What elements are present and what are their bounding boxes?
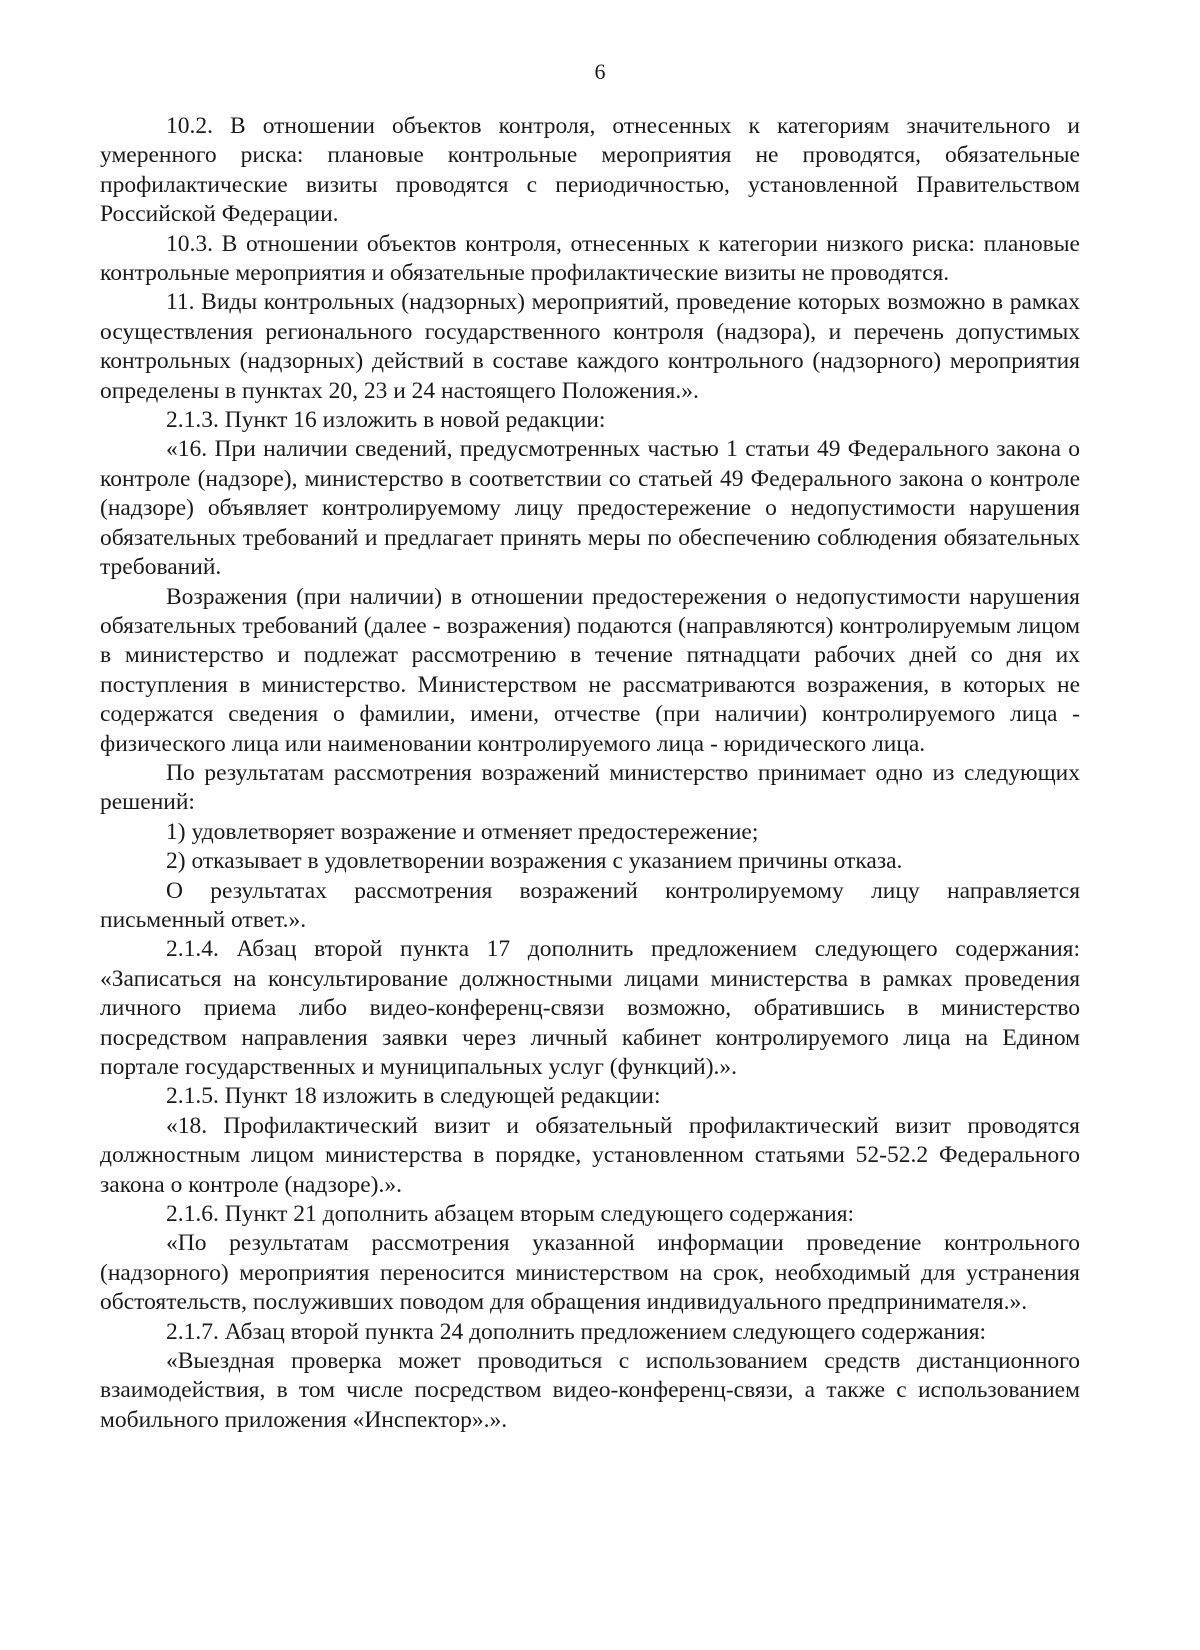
paragraph-decision-1: 1) удовлетворяет возражение и отменяет предостережение;: [166, 818, 759, 845]
paragraph-21-addition: «По результатам рассмотрения указанной информации проведение контрольного (надзорного) мероприятия переносится министерством на срок, необходимый для устранения обстоятельств, послуживших поводом для обращения индивидуального предпринимателя.».: [100, 1230, 1080, 1316]
paragraph-2-1-7: 2.1.7. Абзац второй пункта 24 дополнить предложением следующего содержания:: [166, 1318, 987, 1345]
paragraph-2-1-4: 2.1.4. Абзац второй пункта 17 дополнить предложением следующего содержания: «Записаться на консультирование должностными лицами министерства в рамках проведения личного приема либо видео-конференц-связи возможно, обратившись в министерство посредством направления заявки через личный кабинет контролируемого лица на Едином портале государственных и муниципальных услуг (функций).».: [100, 936, 1080, 1080]
paragraph-11: 11. Виды контрольных (надзорных) мероприятий, проведение которых возможно в рамках осуществления регионального государственного контроля (надзора), и перечень допустимых контрольных (надзорных) действий в составе каждого контрольного (надзорного) мероприятия определены в пунктах 20, 23 и 24 настоящего Положения.».: [100, 289, 1080, 404]
paragraph-10-2: 10.2. В отношении объектов контроля, отнесенных к категориям значительного и умеренного риска: плановые контрольные мероприятия не проводятся, обязательные профилактические визиты проводятся с периодичностью, установленной Правительством Российской Федерации.: [100, 113, 1080, 228]
paragraph-24-addition: «Выездная проверка может проводиться с использованием средств дистанционного взаимодействия, в том числе посредством видео-конференц-связи, а также с использованием мобильного приложения «Инспектор».».: [100, 1348, 1080, 1433]
paragraph-decision-2: 2) отказывает в удовлетворении возражения с указанием причины отказа.: [166, 848, 903, 875]
document-body: [100, 112, 1080, 1435]
paragraph-2-1-6: 2.1.6. Пункт 21 дополнить абзацем вторым следующего содержания:: [166, 1201, 855, 1228]
paragraph-objections: Возражения (при наличии) в отношении предостережения о недопустимости нарушения обязательных требований (далее - возражения) подаются (направляются) контролируемым лицом в министерство и подлежат рассмотрению в течение пятнадцати рабочих дней со дня их поступления в министерство. Министерством не рассматриваются возражения, в которых не содержатся сведения о фамилии, имени, отчестве (при наличии) контролируемого лица - физического лица или наименовании контролируемого лица - юридического лица.: [100, 583, 1080, 757]
paragraph-10-3: 10.3. В отношении объектов контроля, отнесенных к категории низкого риска: плановые контрольные мероприятия и обязательные профилактические визиты не проводятся.: [100, 230, 1080, 287]
paragraph-2-1-3: 2.1.3. Пункт 16 изложить в новой редакции:: [166, 407, 606, 434]
paragraph-18: «18. Профилактический визит и обязательный профилактический визит проводятся должностным лицом министерства в порядке, установленном статьями 52-52.2 Федерального закона о контроле (надзоре).».: [100, 1112, 1080, 1198]
paragraph-2-1-5: 2.1.5. Пункт 18 изложить в следующей редакции:: [166, 1083, 661, 1110]
paragraph-16: «16. При наличии сведений, предусмотренных частью 1 статьи 49 Федерального закона о контроле (надзоре), министерство в соответствии со статьей 49 Федерального закона о контроле (надзоре) объявляет контролируемому лицу предостережение о недопустимости нарушения обязательных требований и предлагает принять меры по обеспечению соблюдения обязательных требований.: [100, 436, 1080, 581]
page-number: 6: [594, 59, 606, 84]
paragraph-decisions: По результатам рассмотрения возражений министерство принимает одно из следующих решений:: [100, 759, 1080, 816]
paragraph-written-answer: О результатах рассмотрения возражений контролируемому лицу направляется письменный ответ.».: [100, 877, 1080, 933]
